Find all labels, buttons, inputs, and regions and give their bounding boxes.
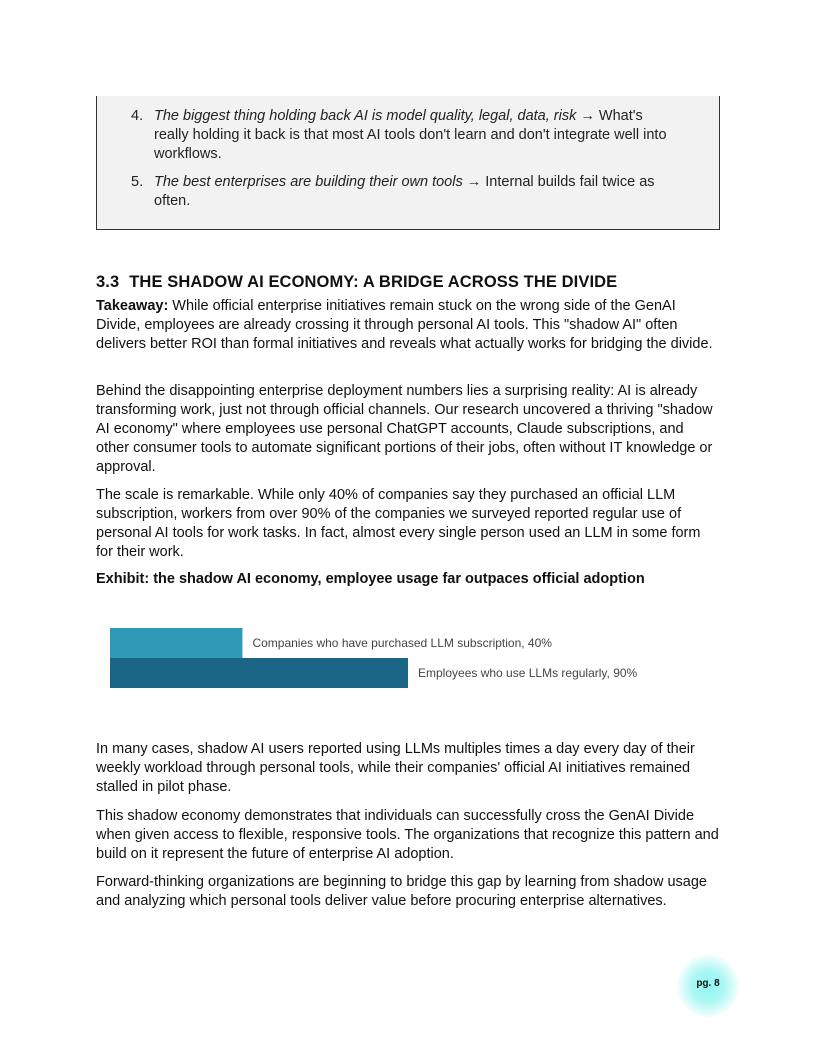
section-heading (96, 273, 617, 292)
body-paragraph: Forward-thinking organizations are beginning to bridge this gap by learning from shadow usage and analyzing which personal tools deliver value before procuring enterprise alternatives. (96, 874, 707, 909)
exhibit-title: Exhibit: the shadow AI economy, employee usage far outpaces official adoption (96, 571, 645, 587)
list-number: 5. (131, 174, 144, 190)
bar-label: Companies who have purchased LLM subscription, 40% (252, 636, 552, 650)
takeaway-label: Takeaway: (96, 298, 169, 314)
bar (110, 628, 242, 658)
bar-label: Employees who use LLMs regularly, 90% (418, 666, 638, 680)
takeaway-paragraph (96, 297, 720, 354)
list-text (154, 173, 674, 211)
takeaway-text: While official enterprise initiatives remain stuck on the wrong side of the GenAI Divide, employees are already crossing it through personal AI tools. This "shadow AI" often delivers better ROI than formal initiatives and reveals what actually works for bridging the divide. (96, 298, 713, 352)
reality-text: → What's really holding it back is that most AI tools don't learn and don't integrate well into workflows. (154, 108, 667, 162)
reality-text: → Internal builds fail twice as often. (154, 174, 655, 209)
list-text (154, 107, 674, 164)
myths-callout-box (96, 96, 720, 230)
page-number-badge (677, 955, 739, 1017)
body-paragraph: In many cases, shadow AI users reported using LLMs multiples times a day every day of their weekly workload through personal tools, while their companies' official AI initiatives remained stalled in pilot phase. (96, 741, 695, 795)
myth-text: The best enterprises are building their own tools (154, 174, 463, 190)
section-number: 3.3 (96, 273, 120, 291)
myth-text: The biggest thing holding back AI is model quality, legal, data, risk (154, 108, 577, 124)
list-number: 4. (131, 108, 144, 124)
bar (110, 658, 408, 688)
section-title: THE SHADOW AI ECONOMY: A BRIDGE ACROSS THE DIVIDE (129, 273, 618, 291)
body-paragraph: Behind the disappointing enterprise deployment numbers lies a surprising reality: AI is already transforming work, just not through official channels. Our research uncovered a thriving "shadow AI economy" where employees use personal ChatGPT accounts, Claude subscriptions, and other consumer tools to automate significant portions of their jobs, often without IT knowledge or approval. (96, 383, 713, 475)
body-paragraph: The scale is remarkable. While only 40% of companies say they purchased an official LLM subscription, workers from over 90% of the companies we surveyed reported regular use of personal AI tools for work tasks. In fact, almost every single person used an LLM in some form for their work. (96, 487, 701, 560)
body-paragraph: This shadow economy demonstrates that individuals can successfully cross the GenAI Divide when given access to flexible, responsive tools. The organizations that recognize this pattern and build on it represent the future of enterprise AI adoption. (96, 808, 719, 862)
page-number: pg. 8 (696, 978, 720, 989)
